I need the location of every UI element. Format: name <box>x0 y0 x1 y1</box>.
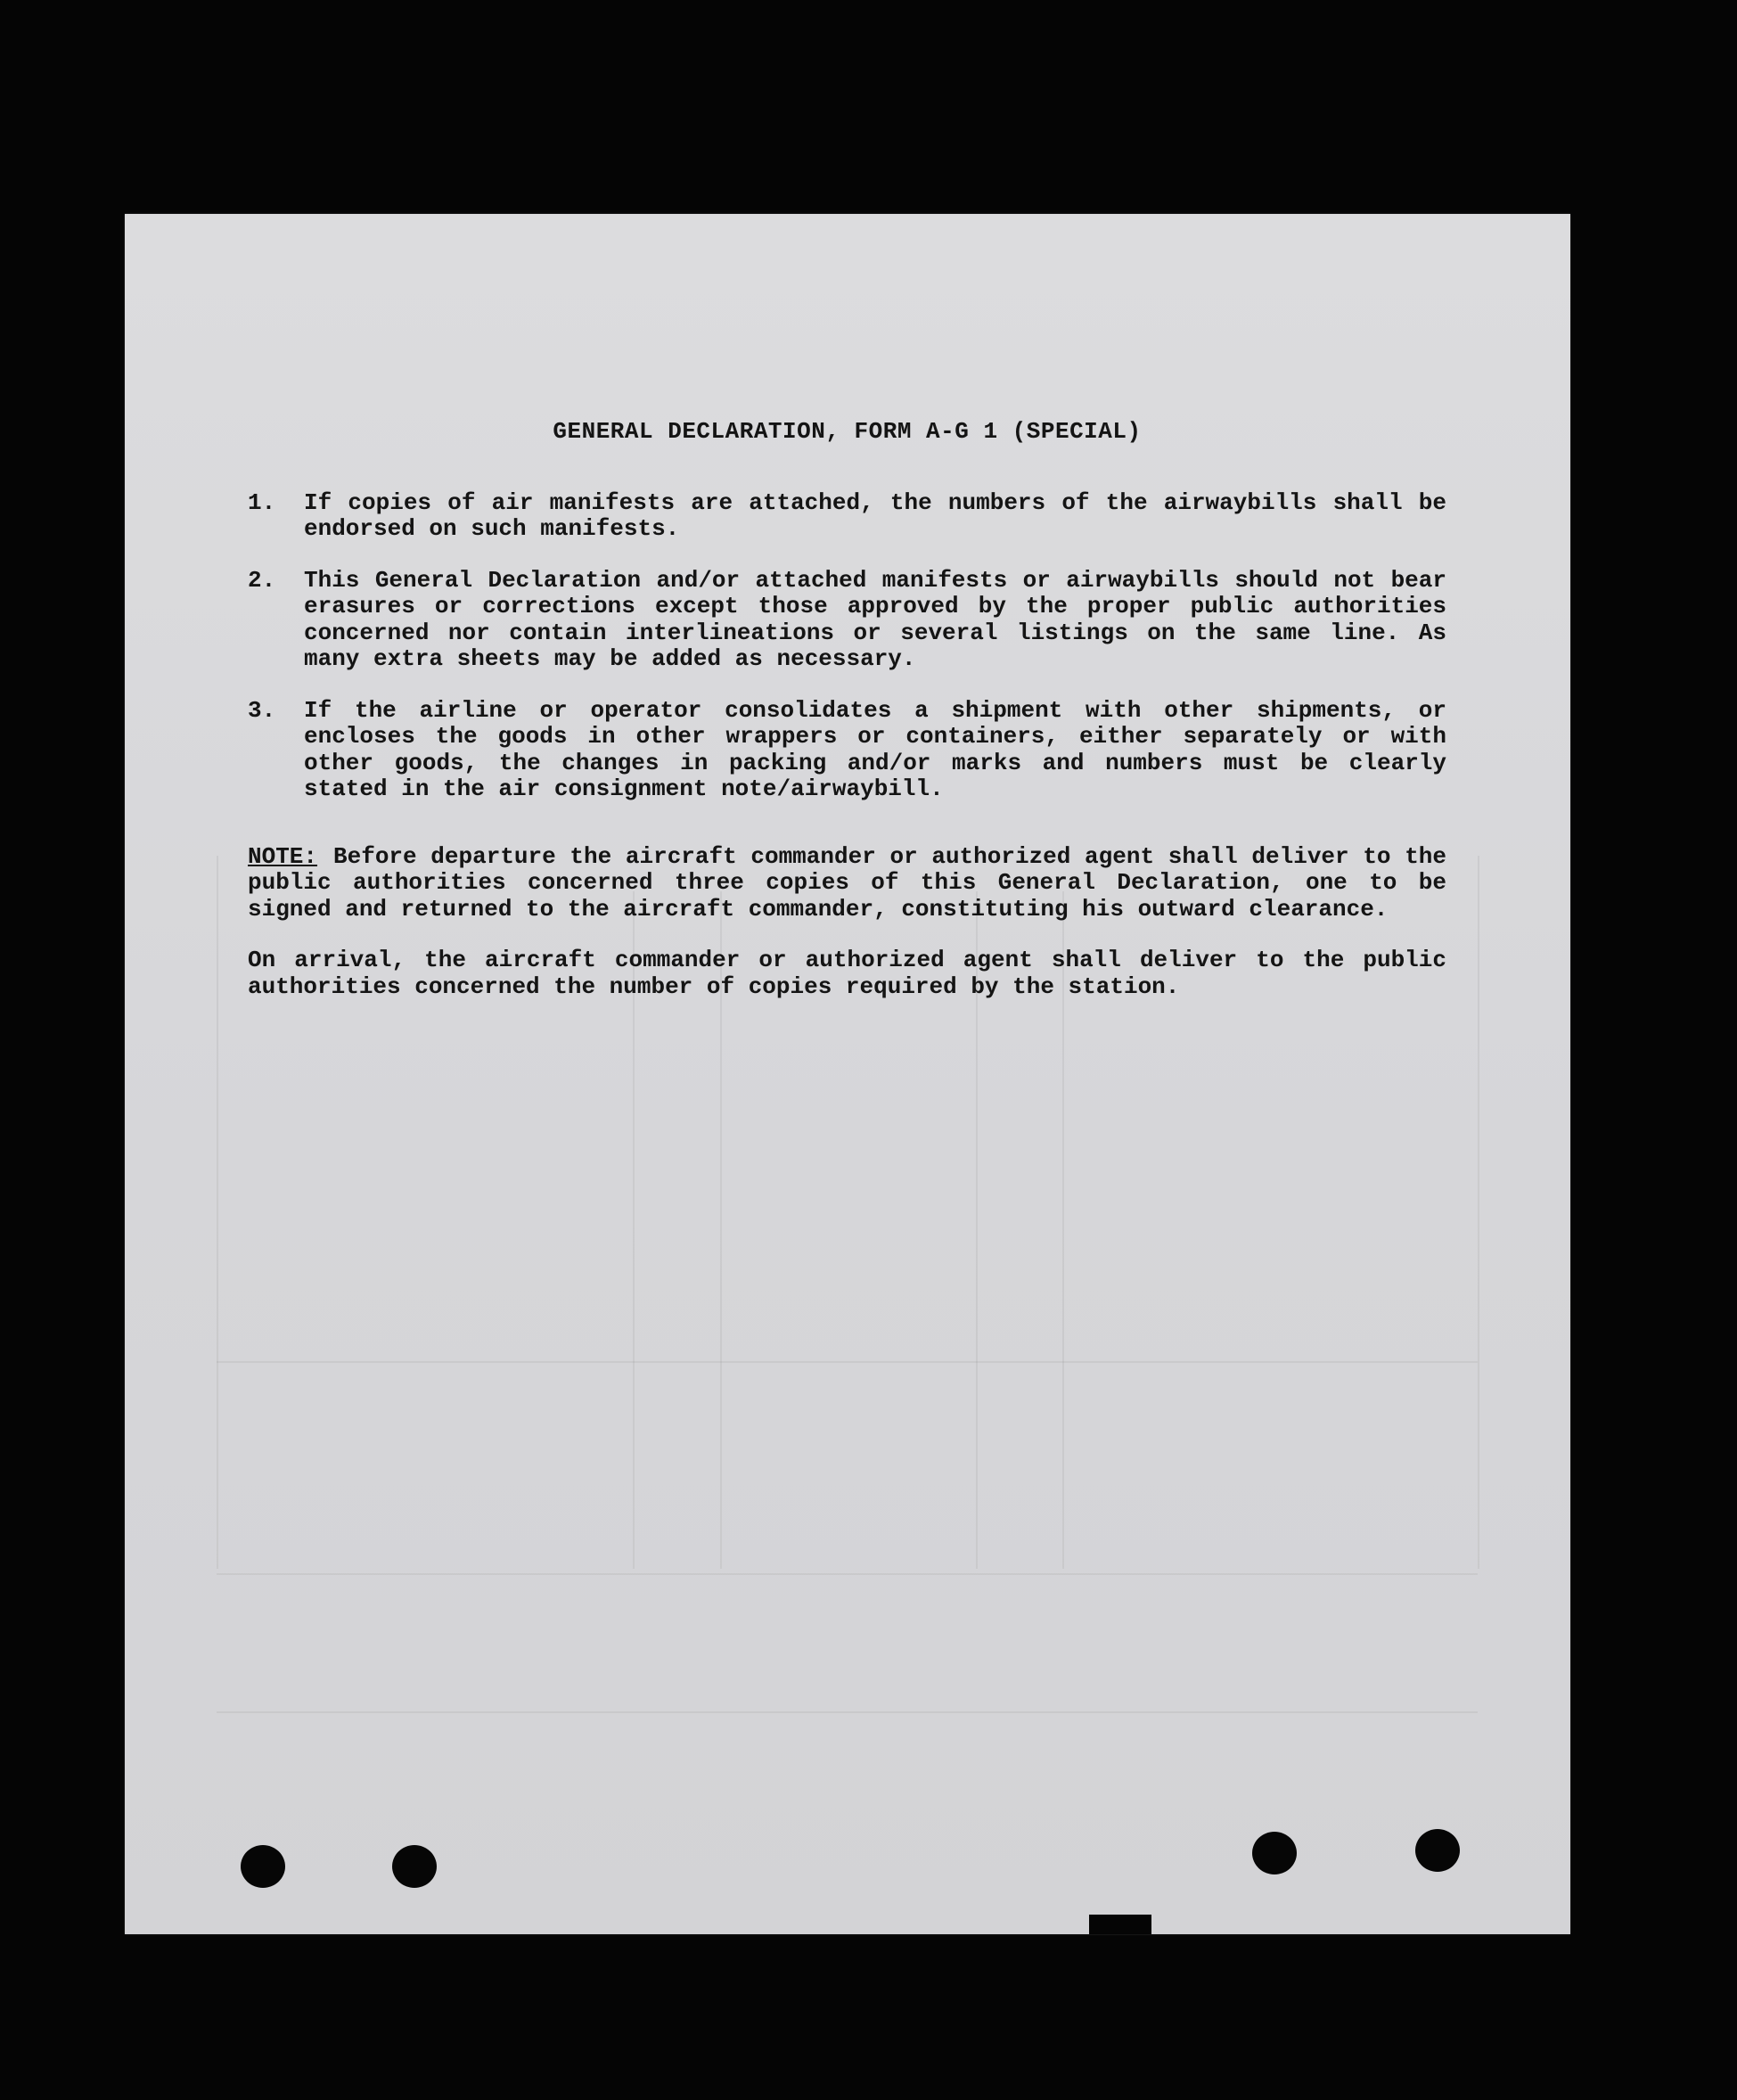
document-page <box>125 214 1570 1934</box>
bleed-through-line <box>217 1573 1478 1575</box>
item-text: This General Declaration and/or attached manifests or airwaybills should not bear erasures or corrections except those approved by the proper public authorities concerned nor contain interlineations or several listings on the same line. As many extra sheets may be added as necessary. <box>304 566 1446 672</box>
punch-hole <box>392 1845 437 1888</box>
bleed-through-line <box>1478 856 1479 1569</box>
punch-hole <box>1415 1829 1460 1872</box>
item-text: If the airline or operator consolidates a shipment with other shipments, or encloses the goods in other wrappers or containers, either separately or with other goods, the changes in packing and/or marks and numbers must be clearly stated in the air consignment note/airwaybill. <box>304 696 1446 802</box>
instruction-item-3 <box>248 698 1446 803</box>
item-number: 3. <box>248 696 276 724</box>
note-label: NOTE: <box>248 842 318 870</box>
item-number: 1. <box>248 488 276 516</box>
paper-tear <box>1089 1915 1151 1934</box>
punch-hole <box>1252 1832 1297 1874</box>
document-title: GENERAL DECLARATION, FORM A-G 1 (SPECIAL) <box>553 418 1142 445</box>
instruction-item-1 <box>248 490 1446 543</box>
bleed-through-line <box>217 1711 1478 1713</box>
item-number: 2. <box>248 566 276 594</box>
document-body <box>248 419 1446 1000</box>
item-text: If copies of air manifests are attached, the numbers of the airwaybills shall be endorsed on such manifests. <box>304 488 1446 542</box>
arrival-paragraph: On arrival, the aircraft commander or authorized agent shall deliver to the public authorities concerned the number of copies required by the station. <box>248 947 1446 1000</box>
instruction-item-2 <box>248 568 1446 673</box>
bleed-through-line <box>217 1361 1478 1363</box>
punch-hole <box>241 1845 285 1888</box>
note-paragraph <box>248 844 1446 923</box>
note-text: Before departure the aircraft commander or authorized agent shall deliver to the public authorities concerned three copies of this General Declaration, one to be signed and returned to the aircraft commander, constituting his outward clearance. <box>248 842 1446 923</box>
bleed-through-line <box>217 856 218 1569</box>
